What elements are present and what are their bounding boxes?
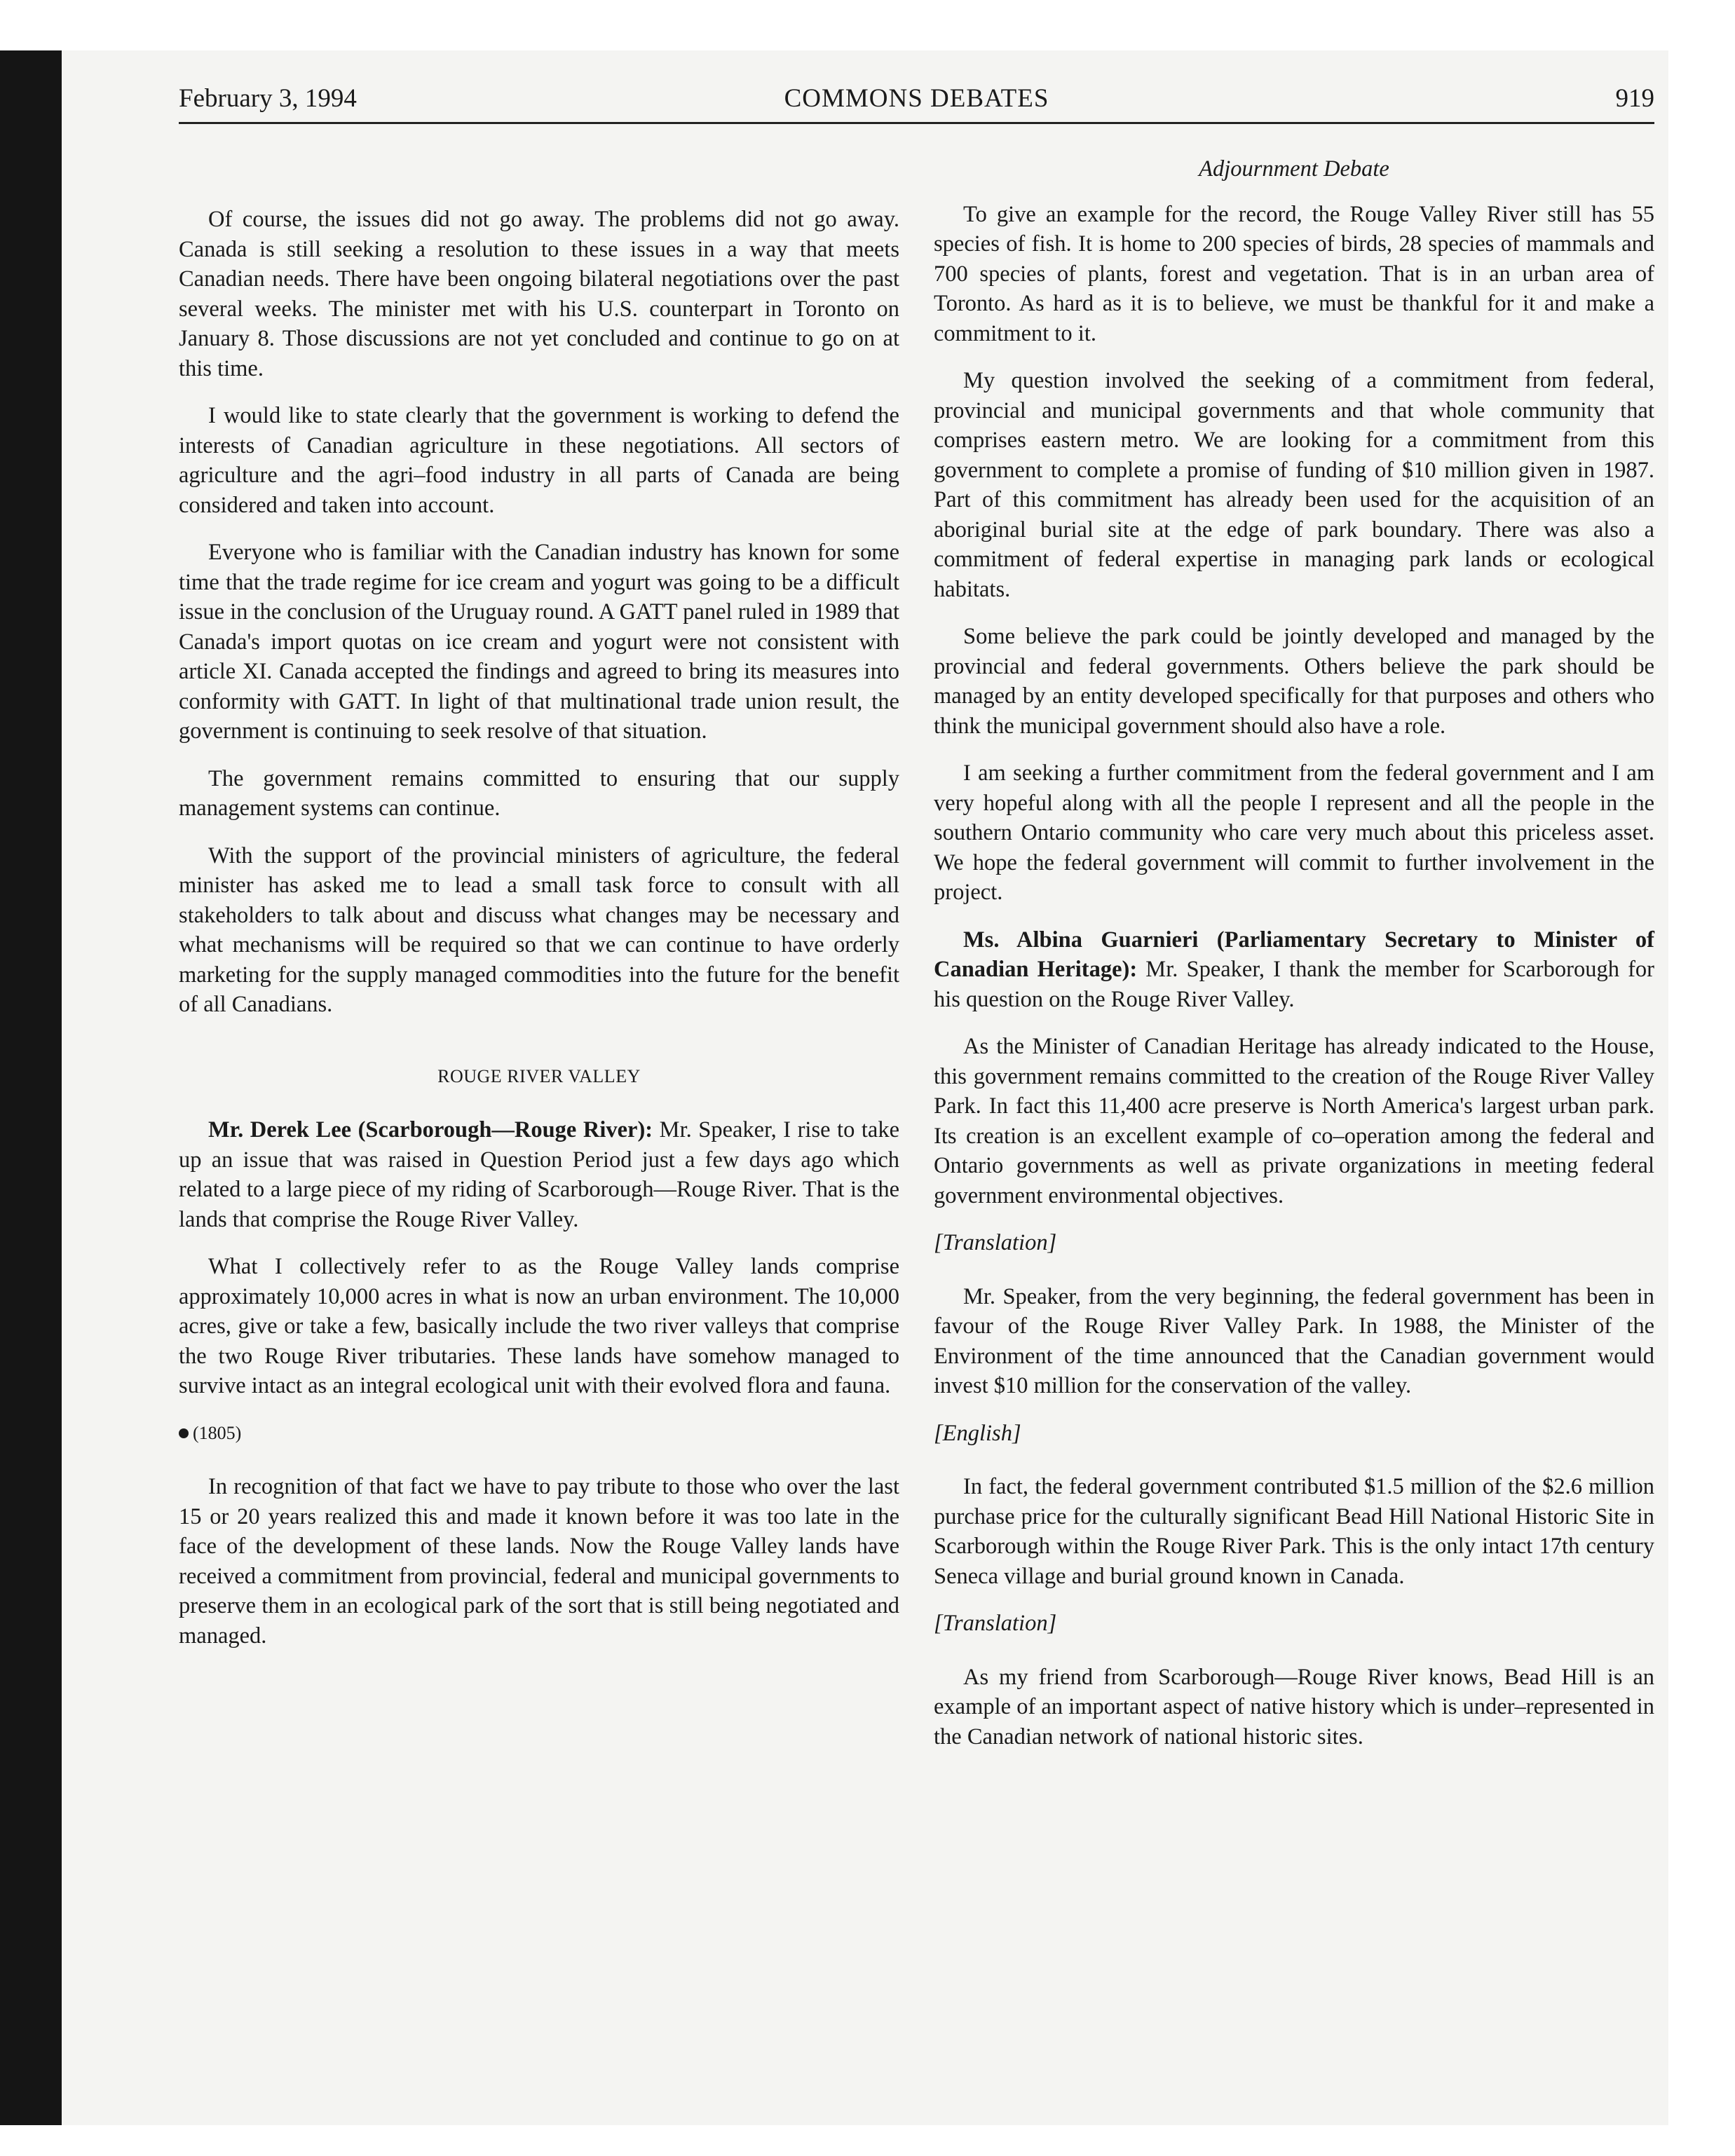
- right-column: [934, 154, 1654, 1769]
- page-header: [179, 79, 1654, 123]
- speech-paragraph: [934, 925, 1654, 1015]
- paragraph: To give an example for the record, the Rouge Valley River still has 55 species of fish. It is home to 200 species of birds, 28 species of mammals and 700 species of plants, forest and vegetation. That is in an urban area of Toronto. As hard as it is to believe, we must be thankful for it and make a commitment to it.: [934, 201, 1654, 346]
- speech-paragraph: [179, 1115, 899, 1234]
- running-head: Adjournment Debate: [1199, 156, 1389, 182]
- left-column: [179, 205, 899, 1668]
- paragraph: Some believe the park could be jointly developed and managed by the provincial and federal governments. Others believe the park should be managed by an entity developed specifically for that purposes and others who think the municipal government should also have a role.: [934, 624, 1654, 739]
- paragraph: With the support of the provincial ministers of agriculture, the federal minister has asked me to lead a small task force to consult with all stakeholders to talk about and discuss what changes may be necessary and what mechanisms will be required so that we can continue to have orderly marketing for the supply managed commodities into the future for the benefit of all Canadians.: [179, 842, 899, 1017]
- paragraph: What I collectively refer to as the Rouge Valley lands comprise approximately 10,000 acres in what is now an urban environment. The 10,000 acres, give or take a few, basically include the two river valleys that comprise the two Rouge River tributaries. These lands have somehow managed to survive intact as an integral ecological unit with their evolved flora and fauna.: [179, 1254, 899, 1398]
- speaker-name: Mr. Derek Lee (Scarborough—Rouge River):: [208, 1117, 653, 1142]
- language-label: [Translation]: [934, 1230, 1057, 1255]
- paragraph: The government remains committed to ensuring that our supply management systems can continue.: [179, 765, 899, 821]
- paragraph: Of course, the issues did not go away. The problems did not go away. Canada is still seeking a resolution to these issues in a way that meets Canadian needs. There have been ongoing bilateral negotiations over the past several weeks. The minister met with his U.S. counterpart in Toronto on January 8. Those discussions are not yet concluded and continue to go on at this time.: [179, 207, 899, 381]
- speech-text: Mr. Speaker, I rise to take up an issue that was raised in Question Period just a few days ago which related to a large piece of my riding of Scarborough—Rouge River. That is the lands that comprise the Rouge River Valley.: [179, 1117, 899, 1232]
- scan-margin-top: [0, 0, 1735, 50]
- paragraph: I am seeking a further commitment from the federal government and I am very hopeful along with all the people I represent and all the people in the southern Ontario community who care very much about this priceless asset. We hope the federal government will commit to further involvement in the project.: [934, 760, 1654, 905]
- scan-margin-left: [0, 50, 62, 2125]
- paragraph: Everyone who is familiar with the Canadian industry has known for some time that the trade regime for ice cream and yogurt was going to be a difficult issue in the conclusion of the Uruguay round. A GATT panel ruled in 1989 that Canada's import quotas on ice cream and yogurt were not consistent with article XI. Canada accepted the findings and agreed to bring its measures into conformity with GATT. In light of that multinational trade union result, the government is continuing to seek resolve of that situation.: [179, 540, 899, 744]
- section-title: ROUGE RIVER VALLEY: [437, 1065, 641, 1086]
- paragraph: In recognition of that fact we have to pay tribute to those who over the last 15 or 20 years realized this and made it known before it was too late in the face of the development of these lands. Now the Rouge Valley lands have received a commitment from provincial, federal and municipal governments to preserve them in an ecological park of the sort that is still being negotiated and managed.: [179, 1474, 899, 1649]
- speaker-name: Ms. Albina Guarnieri (Parliamentary Secretary to Minister of Canadian Heritage):: [934, 927, 1654, 982]
- paragraph: As my friend from Scarborough—Rouge River knows, Bead Hill is an example of an important aspect of native history which is under–represented in the Canadian network of national historic sites.: [934, 1664, 1654, 1749]
- paragraph: I would like to state clearly that the government is working to defend the interests of Canadian agriculture in these negotiations. All sectors of agriculture and the agri–food industry in all parts of Canada are being considered and taken into account.: [179, 403, 899, 518]
- header-publication: COMMONS DEBATES: [784, 84, 1049, 113]
- header-rule: [179, 122, 1654, 124]
- time-marker-text: (1805): [193, 1422, 242, 1443]
- paragraph: As the Minister of Canadian Heritage has already indicated to the House, this government remains committed to the creation of the Rouge River Valley Park. In fact this 11,400 acre preserve is North America's largest urban park. Its creation is an excellent example of co–operation among the federal and Ontario governments as well as private organizations in meeting federal government environmental objectives.: [934, 1034, 1654, 1208]
- header-date: February 3, 1994: [179, 84, 357, 113]
- language-label: [Translation]: [934, 1611, 1057, 1636]
- speech-text: Mr. Speaker, I thank the member for Scarborough for his question on the Rouge River Valley.: [934, 957, 1655, 1012]
- paragraph: Mr. Speaker, from the very beginning, the federal government has been in favour of the Rouge River Valley Park. In 1988, the Minister of the Environment of the time announced that the Canadian government would invest $10 million for the conservation of the valley.: [934, 1283, 1654, 1398]
- paragraph: In fact, the federal government contributed $1.5 million of the $2.6 million purchase price for the culturally significant Bead Hill National Historic Site in Scarborough within the Rouge River Park. This is the only intact 17th century Seneca village and burial ground known in Canada.: [934, 1474, 1654, 1589]
- bullet-icon: [179, 1428, 189, 1438]
- language-label: [English]: [934, 1420, 1021, 1446]
- header-page-number: 919: [1615, 84, 1654, 113]
- time-marker: [179, 1419, 899, 1449]
- paragraph: My question involved the seeking of a commitment from federal, provincial and municipal governments and that whole community that comprises eastern metro. We are looking for a commitment from this government to complete a promise of funding of $10 million given in 1987. Part of this commitment has already been used for the acquisition of an aboriginal burial site at the edge of park boundary. There was also a commitment of federal expertise in managing park lands or ecological habitats.: [934, 368, 1654, 602]
